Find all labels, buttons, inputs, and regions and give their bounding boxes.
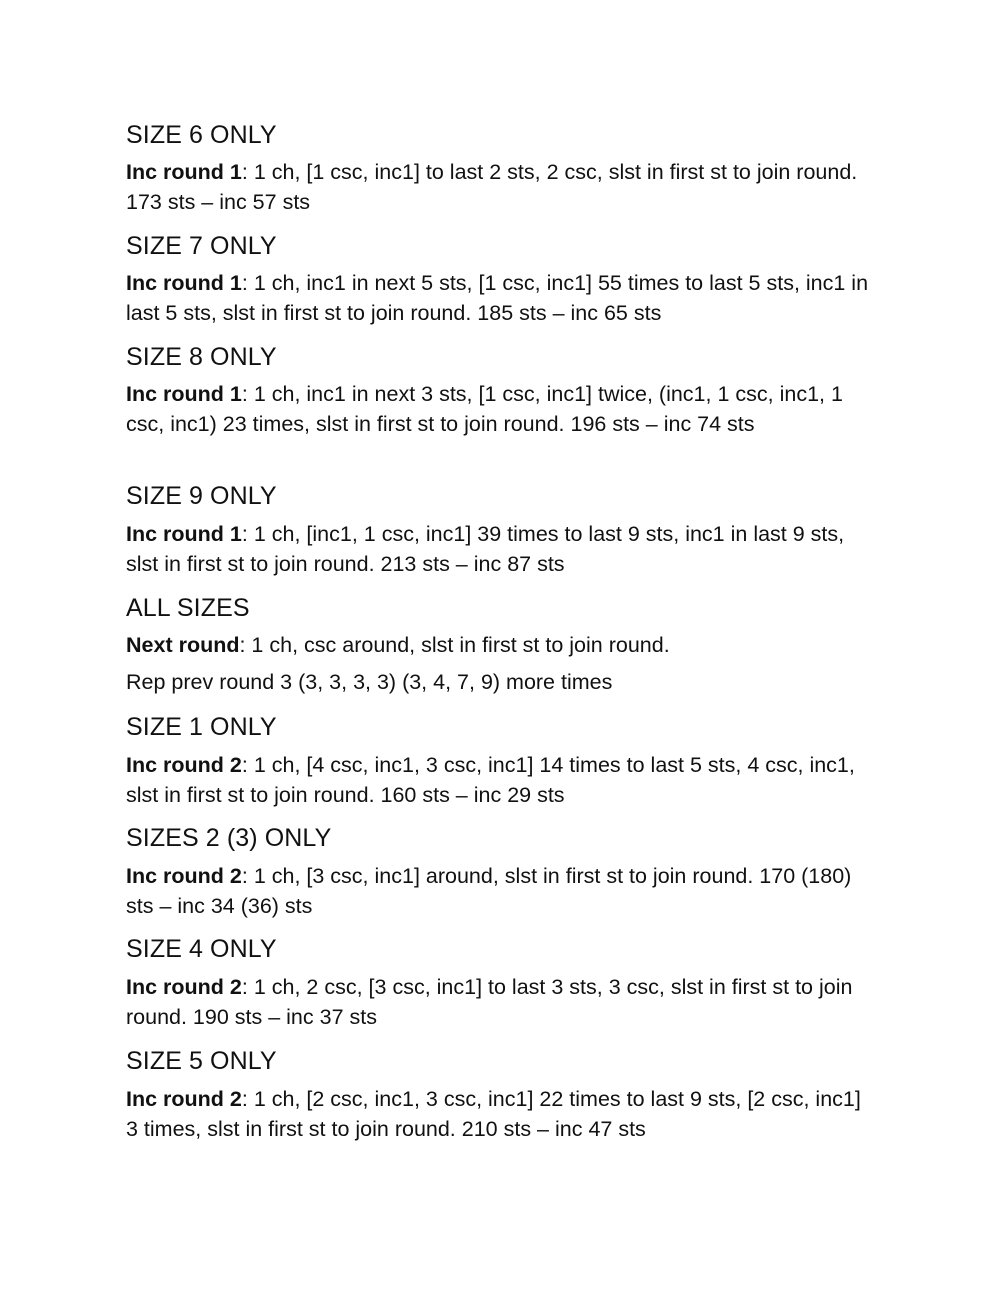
instruction-label: Inc round 2 [126, 864, 242, 888]
instruction-label: Inc round 2 [126, 975, 242, 999]
section-heading-all-sizes: ALL SIZES [126, 594, 250, 622]
instruction-text: : 1 ch, inc1 in next 3 sts, [1 csc, inc1] twice, (inc1, 1 csc, inc1, 1 csc, inc1) 23 times, slst in first st to join round. 196 sts – inc 74 sts [126, 382, 843, 436]
instruction-text: : 1 ch, 2 csc, [3 csc, inc1] to last 3 sts, 3 csc, slst in first st to join round. 190 sts – inc 37 sts [126, 975, 853, 1029]
instruction-paragraph [126, 973, 878, 1032]
instruction-text: : 1 ch, [inc1, 1 csc, inc1] 39 times to last 9 sts, inc1 in last 9 sts, slst in first st to join round. 213 sts – inc 87 sts [126, 522, 845, 576]
instruction-paragraph [126, 668, 878, 698]
instruction-label: Inc round 2 [126, 1087, 242, 1111]
instruction-text: : 1 ch, [4 csc, inc1, 3 csc, inc1] 14 times to last 5 sts, 4 csc, inc1, slst in first st to join round. 160 sts – inc 29 sts [126, 753, 855, 807]
instruction-paragraph [126, 1085, 878, 1144]
instruction-paragraph [126, 158, 878, 217]
instruction-label: Inc round 1 [126, 382, 242, 406]
section-heading-size-8: SIZE 8 ONLY [126, 343, 277, 371]
instruction-paragraph [126, 862, 878, 921]
instruction-label: Inc round 1 [126, 271, 242, 295]
section-heading-size-1: SIZE 1 ONLY [126, 713, 277, 741]
instruction-label: Inc round 2 [126, 753, 242, 777]
instruction-text: : 1 ch, [2 csc, inc1, 3 csc, inc1] 22 times to last 9 sts, [2 csc, inc1] 3 times, slst in first st to join round. 210 sts – inc 47 sts [126, 1087, 861, 1141]
instruction-label: Inc round 1 [126, 522, 242, 546]
section-heading-size-6: SIZE 6 ONLY [126, 121, 277, 149]
section-heading-size-5: SIZE 5 ONLY [126, 1047, 277, 1075]
instruction-text: : 1 ch, inc1 in next 5 sts, [1 csc, inc1] 55 times to last 5 sts, inc1 in last 5 sts, slst in first st to join round. 185 sts – inc 65 sts [126, 271, 869, 325]
instruction-paragraph [126, 631, 878, 661]
section-heading-size-4: SIZE 4 ONLY [126, 935, 277, 963]
section-heading-size-9: SIZE 9 ONLY [126, 482, 277, 510]
instruction-paragraph [126, 520, 878, 579]
instruction-label: Inc round 1 [126, 160, 242, 184]
section-heading-sizes-2-3: SIZES 2 (3) ONLY [126, 824, 332, 852]
instruction-text: : 1 ch, [3 csc, inc1] around, slst in first st to join round. 170 (180) sts – inc 34 (36) sts [126, 864, 852, 918]
instruction-text: : 1 ch, csc around, slst in first st to join round. [239, 633, 670, 657]
instruction-paragraph [126, 751, 878, 810]
instruction-label: Next round [126, 633, 240, 657]
instruction-paragraph [126, 380, 878, 439]
instruction-text: : 1 ch, [1 csc, inc1] to last 2 sts, 2 csc, slst in first st to join round. 173 sts – inc 57 sts [126, 160, 858, 214]
instruction-text: Rep prev round 3 (3, 3, 3, 3) (3, 4, 7, 9) more times [126, 670, 613, 694]
instruction-paragraph [126, 269, 878, 328]
section-heading-size-7: SIZE 7 ONLY [126, 232, 277, 260]
